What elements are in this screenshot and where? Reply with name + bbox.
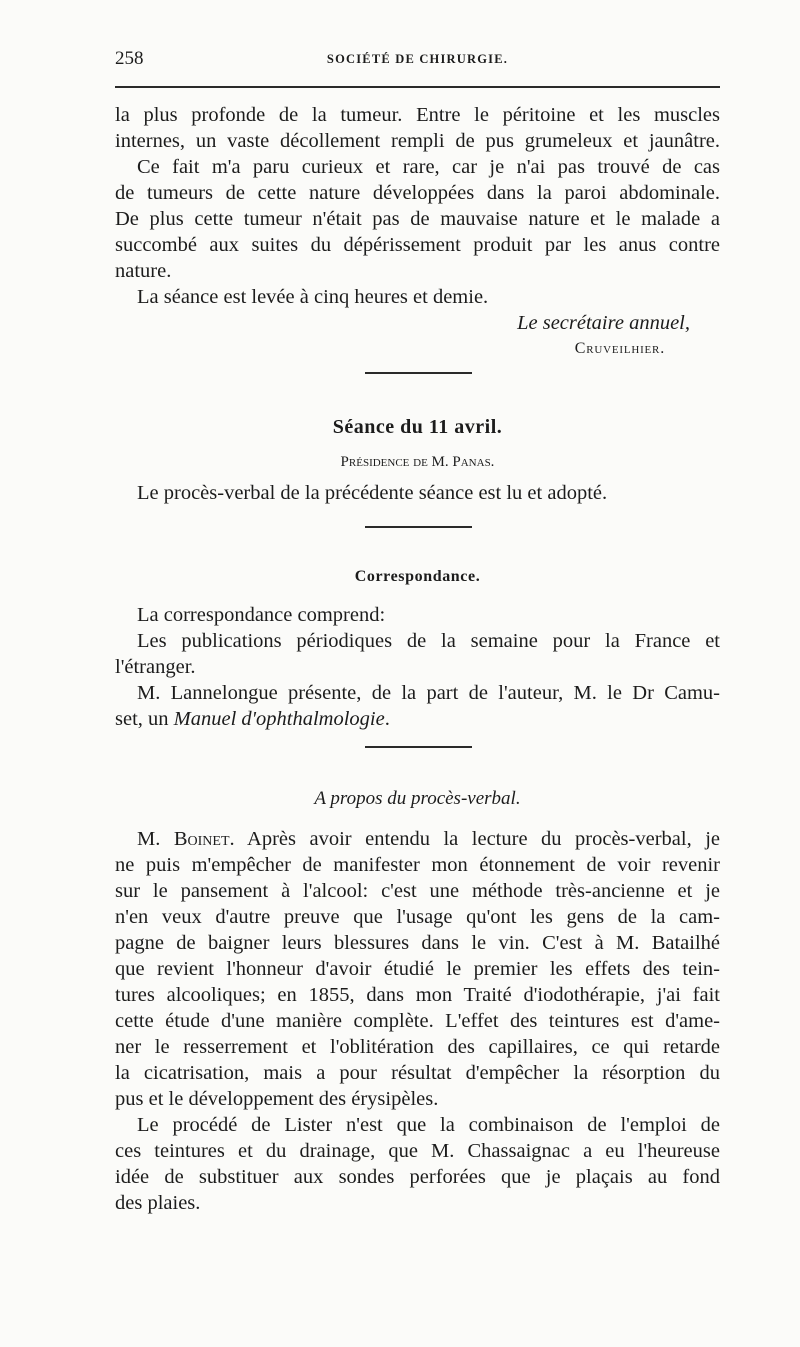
- text-line: la cicatrisation, mais a pour résultat d'empêcher la résorption du: [115, 1062, 720, 1084]
- text-line: [115, 826, 720, 852]
- text-fragment: Après avoir entendu la lecture du procès-verbal, je: [247, 828, 721, 850]
- section-divider: [365, 746, 472, 748]
- seance-title: Séance du 11 avril.: [332, 416, 503, 438]
- header-rule: [115, 86, 720, 88]
- section-divider: [365, 372, 472, 374]
- correspondance-title: Correspondance.: [354, 568, 481, 585]
- book-title: Manuel d'ophthalmologie: [173, 708, 385, 730]
- text-line: pagne de baigner leurs blessures dans le vin. C'est à M. Batailhé: [115, 932, 720, 954]
- text-line: nature.: [115, 260, 172, 282]
- text-line: M. Lannelongue présente, de la part de l'auteur, M. le Dr Camu-: [137, 682, 720, 704]
- text-line: Le procédé de Lister n'est que la combinaison de l'emploi de: [137, 1114, 720, 1136]
- text-line: La correspondance comprend:: [137, 604, 386, 626]
- text-line: pus et le développement des érysipèles.: [115, 1088, 439, 1110]
- text-line: cette étude d'une manière complète. L'effet des teintures est d'ame-: [115, 1010, 720, 1032]
- text-line: [115, 706, 720, 732]
- text-line: tures alcooliques; en 1855, dans mon Traité d'iodothérapie, j'ai fait: [115, 984, 720, 1006]
- correspondance-text: [115, 602, 720, 732]
- text-line: ces teintures et du drainage, que M. Chassaignac a eu l'heureuse: [115, 1140, 720, 1162]
- page-number: 258: [115, 48, 144, 69]
- text-line: La séance est levée à cinq heures et demie.: [137, 286, 489, 308]
- text-line: idée de substituer aux sondes perforées que je plaçais au fond: [115, 1166, 720, 1188]
- running-head: [115, 48, 720, 72]
- presidence-line: Présidence de M. Panas.: [340, 454, 495, 470]
- text-line: n'en veux d'autre preuve que l'usage qu'ont les gens de la cam-: [115, 906, 720, 928]
- signature-name: Cruveilhier.: [574, 340, 665, 357]
- text-line: la plus profonde de la tumeur. Entre le péritoine et les muscles: [115, 104, 720, 126]
- text-line: Les publications périodiques de la semaine pour la France et: [137, 630, 720, 652]
- text-line: l'étranger.: [115, 656, 196, 678]
- text-line: succombé aux suites du dépérissement produit par les anus contre: [115, 234, 720, 256]
- seance-text: [115, 480, 720, 506]
- speaker-name: M. Boinet.: [137, 828, 235, 850]
- text-line: de tumeurs de cette nature développées dans la paroi abdominale.: [115, 182, 720, 204]
- signature-role: Le secrétaire annuel,: [517, 312, 690, 334]
- text-line: sur le pansement à l'alcool: c'est une méthode très-ancienne et je: [115, 880, 720, 902]
- text-line: internes, un vaste décollement rempli de pus grumeleux et jaunâtre.: [115, 130, 720, 152]
- text-line: ne puis m'empêcher de manifester mon étonnement de voir revenir: [115, 854, 720, 876]
- running-title: SOCIÉTÉ DE CHIRURGIE.: [326, 52, 509, 66]
- text-line: des plaies.: [115, 1192, 201, 1214]
- text-line: De plus cette tumeur n'était pas de mauvaise nature et le malade a: [115, 208, 720, 230]
- text-fragment: set, un: [115, 708, 174, 730]
- text-line: Le procès-verbal de la précédente séance est lu et adopté.: [137, 482, 608, 504]
- text-line: que revient l'honneur d'avoir étudié le premier les effets des tein-: [115, 958, 720, 980]
- propos-text: [115, 826, 720, 1216]
- text-line: ner le resserrement et l'oblitération des capillaires, ce qui retarde: [115, 1036, 720, 1058]
- text-line: Ce fait m'a paru curieux et rare, car je n'ai pas trouvé de cas: [137, 156, 720, 178]
- section-divider: [365, 526, 472, 528]
- propos-title: A propos du procès-verbal.: [314, 788, 521, 809]
- previous-session-text: [115, 102, 720, 362]
- text-fragment: .: [384, 708, 390, 730]
